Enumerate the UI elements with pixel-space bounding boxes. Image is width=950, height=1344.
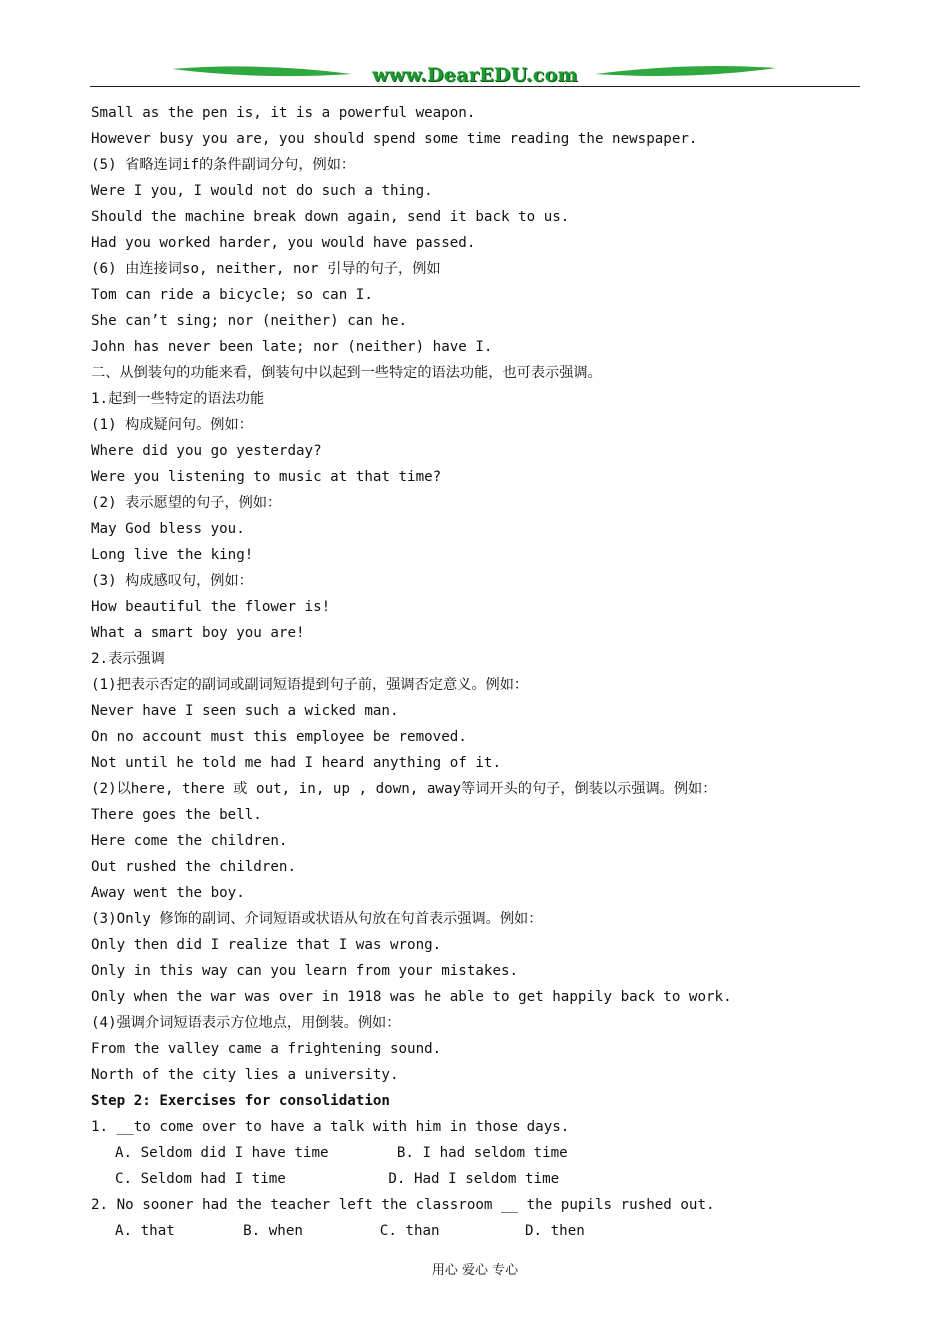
page-footer: 用心 爱心 专心: [431, 1263, 519, 1278]
text-line: May God bless you.: [91, 521, 245, 537]
text-line: Should the machine break down again, send it back to us.: [91, 209, 570, 225]
text-line: John has never been late; nor (neither) have I.: [91, 339, 493, 355]
header-divider: [90, 86, 860, 87]
text-line: Here come the children.: [91, 833, 288, 849]
text-line: (1) 构成疑问句。例如：: [91, 417, 253, 433]
text-line: Were you listening to music at that time?: [91, 469, 442, 485]
text-line: 1. __to come over to have a talk with him in those days.: [91, 1119, 570, 1135]
text-line: A. Seldom did I have time B. I had seldom time: [115, 1145, 568, 1161]
text-line: How beautiful the flower is!: [91, 599, 331, 615]
document-body: [91, 100, 866, 1244]
text-line: Tom can ride a bicycle; so can I.: [91, 287, 373, 303]
site-logo[interactable]: www.DearEDU.com: [372, 64, 578, 86]
text-line: 二、从倒装句的功能来看，倒装句中以起到一些特定的语法功能，也可表示强调。: [91, 365, 602, 381]
text-line: Never have I seen such a wicked man.: [91, 703, 399, 719]
text-line: Only then did I realize that I was wrong.: [91, 937, 442, 953]
text-line: Were I you, I would not do such a thing.: [91, 183, 433, 199]
text-line: She can’t sing; nor (neither) can he.: [91, 313, 408, 329]
text-line: Had you worked harder, you would have passed.: [91, 235, 476, 251]
text-line: 2. No sooner had the teacher left the classroom __ the pupils rushed out.: [91, 1197, 715, 1213]
text-line: (2) 表示愿望的句子，例如：: [91, 495, 282, 511]
text-line: (4)强调介词短语表示方位地点，用倒装。例如：: [91, 1015, 401, 1031]
text-line: (3) 构成感叹句，例如：: [91, 573, 253, 589]
text-line: Small as the pen is, it is a powerful weapon.: [91, 105, 476, 121]
text-line: C. Seldom had I time D. Had I seldom time: [115, 1171, 560, 1187]
text-line: Long live the king!: [91, 547, 254, 563]
text-line: Away went the boy.: [91, 885, 245, 901]
text-line: Only when the war was over in 1918 was he able to get happily back to work.: [91, 989, 732, 1005]
text-line: What a smart boy you are!: [91, 625, 305, 641]
text-line: 1.起到一些特定的语法功能: [91, 391, 265, 407]
text-line: Not until he told me had I heard anything of it.: [91, 755, 501, 771]
text-line: (6) 由连接词so, neither, nor 引导的句子，例如: [91, 261, 441, 277]
text-line: On no account must this employee be removed.: [91, 729, 467, 745]
text-line: (1)把表示否定的副词或副词短语提到句子前，强调否定意义。例如：: [91, 677, 529, 693]
text-line: However busy you are, you should spend some time reading the newspaper.: [91, 131, 698, 147]
text-line: Only in this way can you learn from your mistakes.: [91, 963, 519, 979]
page-header: [90, 60, 860, 90]
text-line: North of the city lies a university.: [91, 1067, 399, 1083]
text-line: Where did you go yesterday?: [91, 443, 322, 459]
text-line: From the valley came a frightening sound.: [91, 1041, 442, 1057]
text-line: (3)Only 修饰的副词、介词短语或状语从句放在句首表示强调。例如：: [91, 911, 543, 927]
text-line: 2.表示强调: [91, 651, 165, 667]
text-line: Out rushed the children.: [91, 859, 296, 875]
text-line: (2)以here, there 或 out, in, up , down, away等词开头的句子，倒装以示强调。例如：: [91, 781, 717, 797]
text-line: There goes the bell.: [91, 807, 262, 823]
text-line: A. that B. when C. than D. then: [115, 1223, 585, 1239]
text-line: (5) 省略连词if的条件副词分句，例如：: [91, 157, 356, 173]
section-heading: Step 2: Exercises for consolidation: [91, 1093, 390, 1109]
